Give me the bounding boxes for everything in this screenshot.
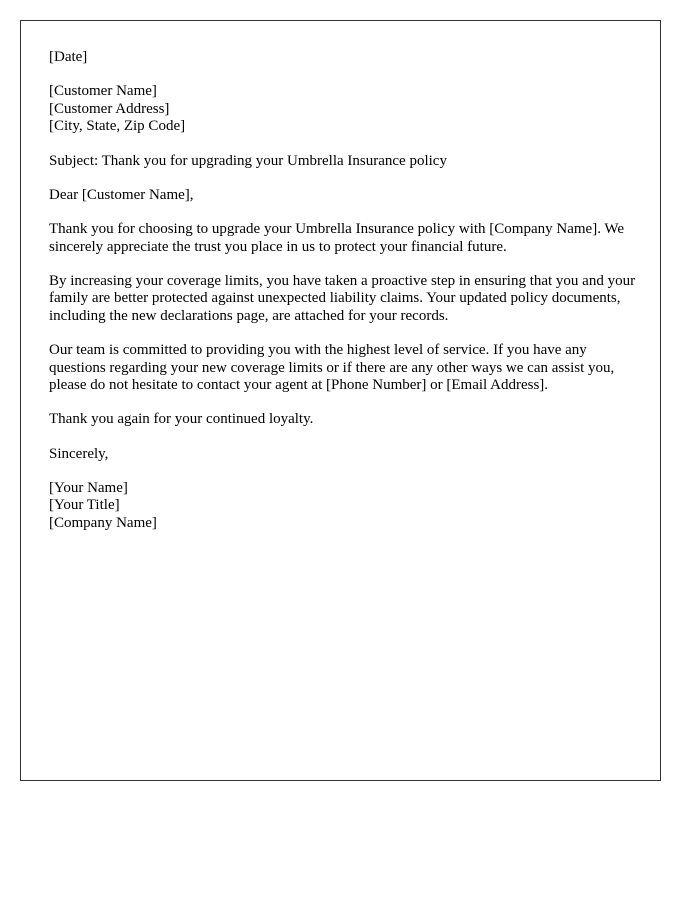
- subject-line: Subject: Thank you for upgrading your Umbrella Insurance policy: [49, 152, 447, 169]
- letter-body: [49, 49, 639, 549]
- signature-name: [Your Name]: [49, 479, 128, 496]
- body-paragraph: Thank you again for your continued loyalty.: [49, 411, 314, 428]
- body-paragraph: Our team is committed to providing you with the highest level of service. If you have any questions regarding your new coverage limits or if there are any other ways we can assist you, please do not hesitate to contact your agent at [Phone Number] or [Email Address].: [49, 342, 615, 394]
- signature-title: [Your Title]: [49, 497, 120, 514]
- date: [Date]: [49, 49, 88, 65]
- letter-page: [20, 20, 661, 781]
- body-paragraph: By increasing your coverage limits, you have taken a proactive step in ensuring that you and your family are better protected against unexpected liability claims. Your updated policy documents, including the new declarations page, are attached for your records.: [49, 272, 636, 324]
- signature-block: [49, 480, 639, 533]
- signature-company: [Company Name]: [49, 515, 157, 532]
- recipient-city-state-zip: [City, State, Zip Code]: [49, 118, 186, 135]
- recipient-block: [49, 83, 639, 136]
- recipient-address: [Customer Address]: [49, 100, 170, 117]
- salutation: Dear [Customer Name],: [49, 186, 194, 203]
- closing: Sincerely,: [49, 445, 109, 462]
- body-paragraph: Thank you for choosing to upgrade your Umbrella Insurance policy with [Company Name]. We sincerely appreciate the trust you place in us to protect your financial future.: [49, 220, 625, 255]
- recipient-name: [Customer Name]: [49, 83, 157, 100]
